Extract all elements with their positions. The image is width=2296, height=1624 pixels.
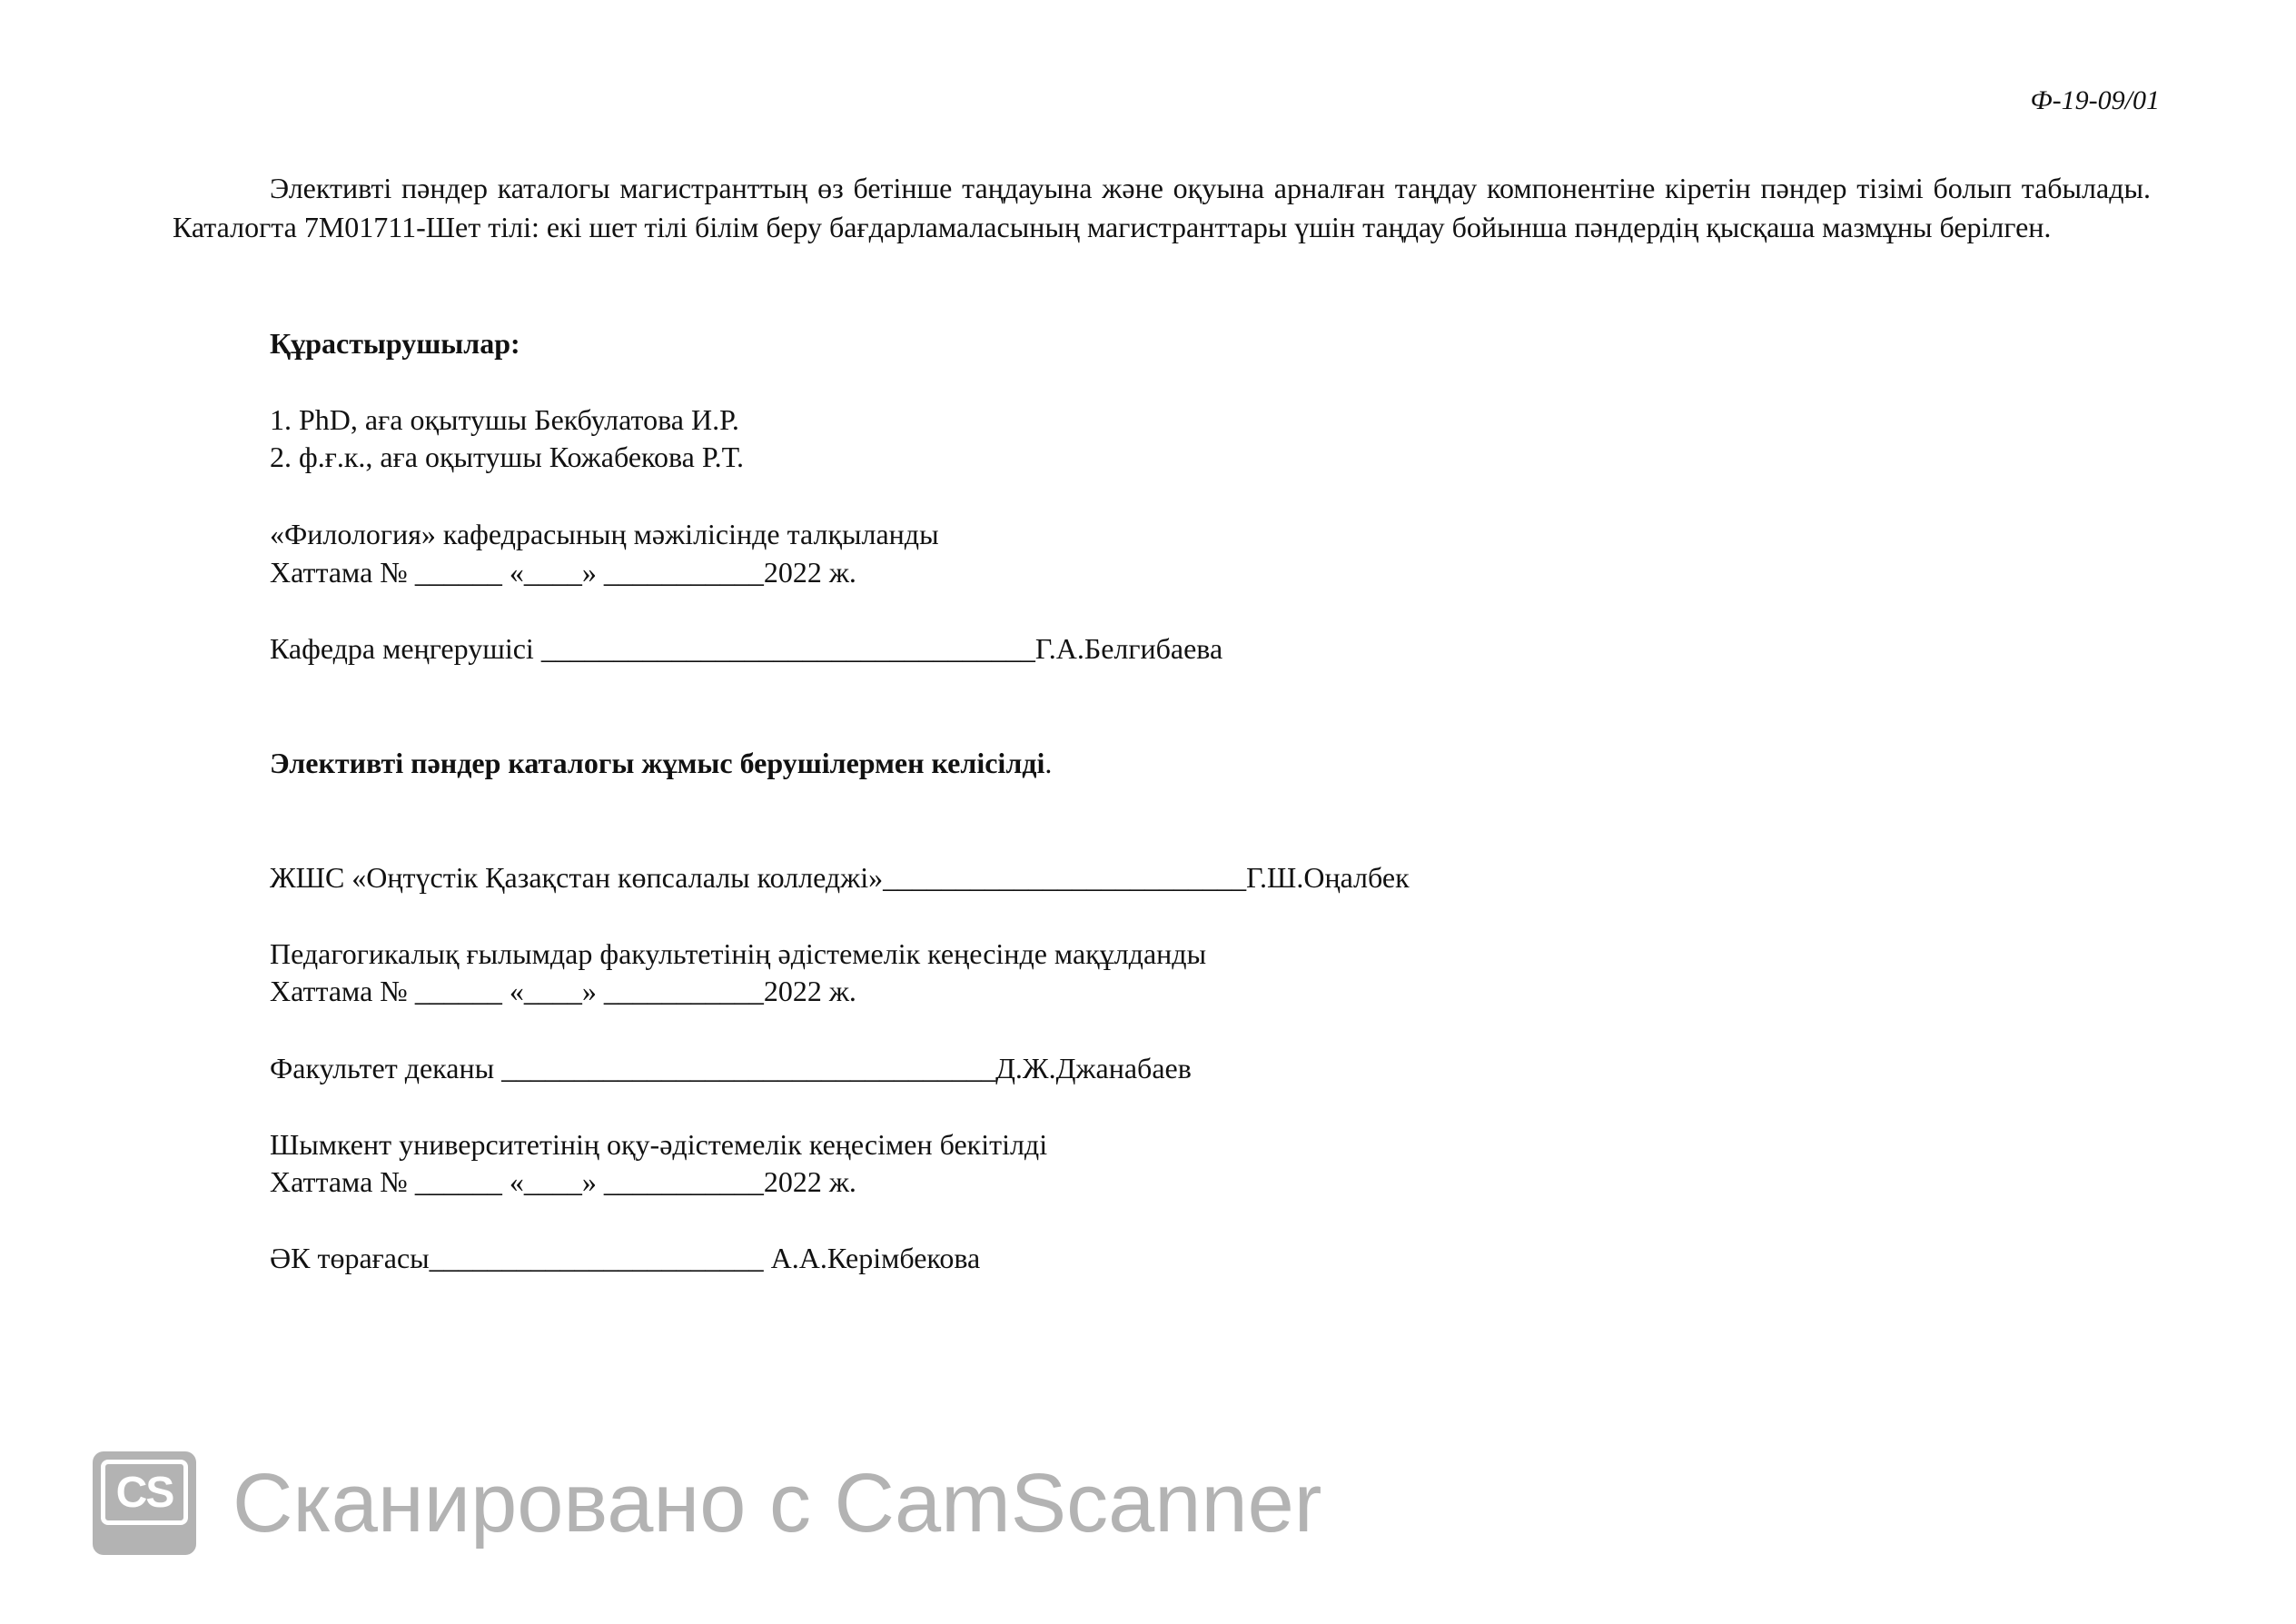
department-protocol: Хаттама № ______ «____» ___________2022 ж.	[270, 556, 856, 589]
faculty-protocol: Хаттама № ______ «____» ___________2022 ж.	[270, 975, 856, 1007]
employers-heading-text: Элективті пәндер каталогы жұмыс берушілермен келісілді	[270, 747, 1045, 779]
university-approved: Шымкент университетінің оқу-әдістемелік кеңесімен бекітілді	[270, 1128, 1048, 1161]
camscanner-watermark	[93, 1451, 1321, 1555]
employers-heading-tail: .	[1044, 747, 1053, 779]
watermark-text: Сканировано с CamScanner	[233, 1456, 1322, 1550]
employer-signature: ЖШС «Оңтүстік Қазақстан көпсалалы колледжі»_________________________Г.Ш.Оңалбек	[270, 861, 1410, 894]
department-head-signature: Кафедра меңгерушісі __________________________________Г.А.Белгибаева	[270, 632, 1223, 665]
camscanner-logo-text: CS	[101, 1460, 188, 1525]
department-discussed: «Филология» кафедрасының мәжілісінде талқыланды	[270, 518, 939, 550]
dean-signature: Факультет деканы __________________________________Д.Ж.Джанабаев	[270, 1052, 1192, 1084]
university-protocol: Хаттама № ______ «____» ___________2022 ж.	[270, 1165, 856, 1198]
compiler-item: 2. ф.ғ.к., аға оқытушы Кожабекова Р.Т.	[270, 441, 744, 473]
employers-heading	[270, 747, 1052, 780]
form-code: Ф-19-09/01	[2030, 85, 2160, 115]
faculty-approved: Педагогикалық ғылымдар факультетінің әдістемелік кеңесінде мақұлданды	[270, 937, 1207, 970]
compiler-item: 1. PhD, аға оқытушы Бекбулатова И.Р.	[270, 403, 739, 436]
intro-paragraph: Элективті пәндер каталогы магистранттың өз бетінше таңдауына және оқуына арналған таңдау компонентіне кіретін пәндер тізімі болып табылады. Каталогта 7M01711-Шет тілі: екі шет тілі білім беру бағдарламаласының магистранттары үшін таңдау бойынша пәндердің қысқаша мазмұны берілген.	[173, 172, 2151, 243]
compilers-heading: Құрастырушылар:	[270, 327, 520, 360]
camscanner-logo-icon	[93, 1451, 196, 1555]
chair-signature: ӘК төрағасы_______________________ А.А.Керімбекова	[270, 1242, 981, 1274]
